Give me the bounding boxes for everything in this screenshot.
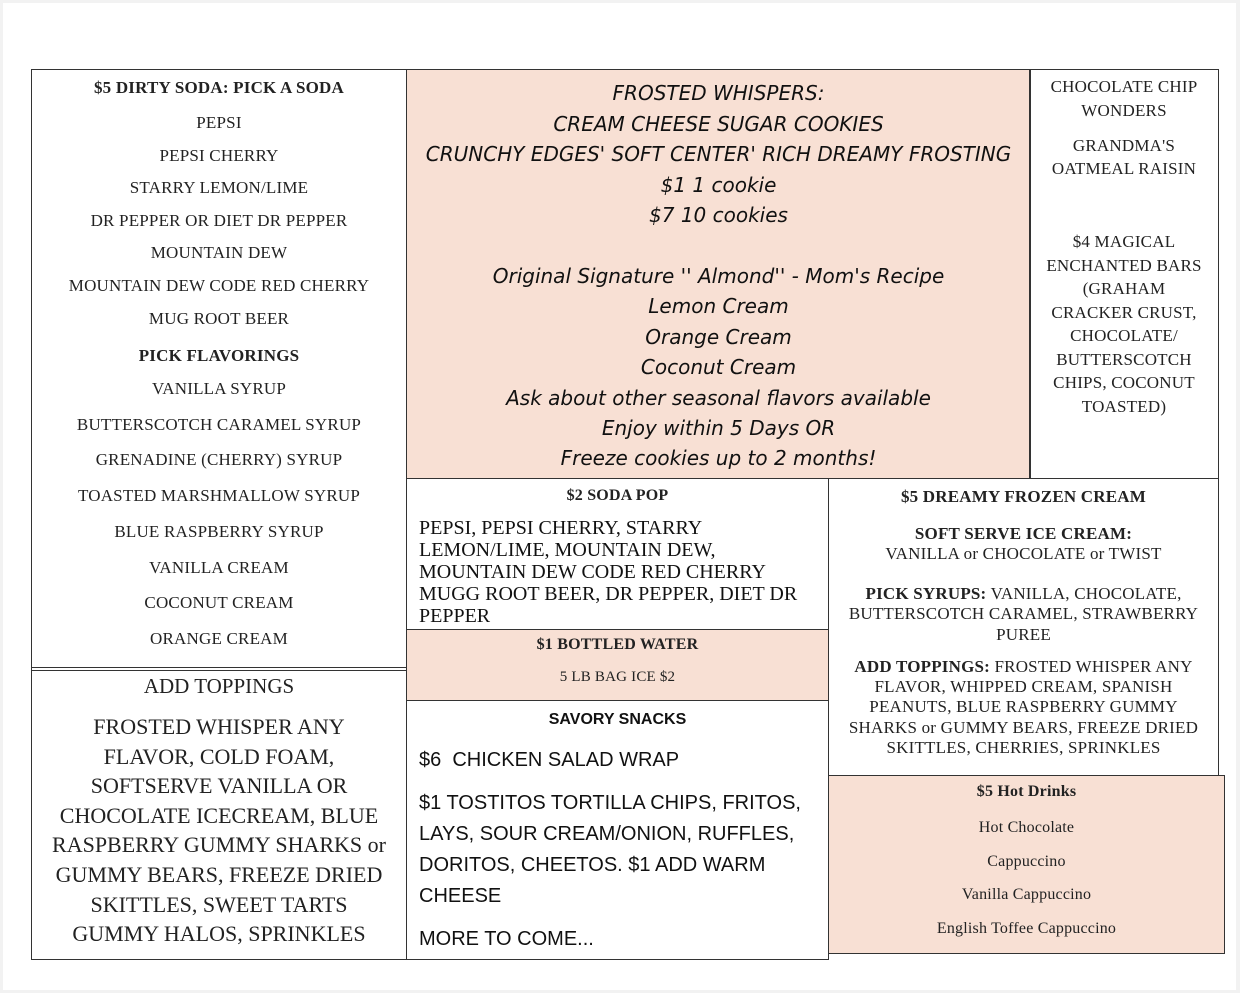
topping-line: FLAVOR, COLD FOAM, [103,743,335,769]
toppings-section [31,667,407,960]
cookie-item: OATMEAL RAISIN [1051,159,1197,178]
soda-item: PEPSI CHERRY [159,145,279,165]
frozen-toppings-line: PEANUTS, BLUE RASPBERRY GUMMY [869,697,1178,717]
flavoring-item: BUTTERSCOTCH CARAMEL SYRUP [76,414,362,434]
frosted-whispers-line: $7 10 cookies [649,203,788,228]
bars-line: CRACKER CRUST, [1051,302,1197,322]
syrups-first: VANILLA, CHOCOLATE, [986,584,1182,603]
cookie-flavor: Orange Cream [645,324,792,349]
frosted-whispers-section [406,69,1031,479]
dirty-soda-title: $5 DIRTY SODA: PICK A SODA [93,78,345,97]
chips-line: LAYS, SOUR CREAM/ONION, RUFFLES, [419,823,795,845]
savory-snacks-section [406,700,829,960]
bars-line: TOASTED) [1081,396,1167,416]
flavoring-item: ORANGE CREAM [150,628,288,648]
savory-title: SAVORY SNACKS [548,711,687,728]
topping-line: GUMMY HALOS, SPRINKLES [72,921,366,947]
hot-drink-item: Vanilla Cappuccino [961,886,1092,904]
topping-line: FROSTED WHISPER ANY [93,714,345,739]
frozen-toppings-label: ADD TOPPINGS: [854,657,991,676]
chips-line: DORITOS, CHEETOS. $1 ADD WARM [419,854,766,876]
frosted-whispers-line: $1 1 cookie [660,172,777,197]
syrups-label: PICK SYRUPS: [865,584,987,603]
frozen-toppings-line: FLAVOR, WHIPPED CREAM, SPANISH [874,677,1173,696]
soda-item: MOUNTAIN DEW [150,243,288,263]
frosted-whispers-line: CRUNCHY EDGES' SOFT CENTER' RICH DREAMY FROSTING [425,142,1012,167]
bars-line: $4 MAGICAL [1072,232,1176,251]
frozen-toppings-first: FROSTED WHISPER ANY [990,657,1193,676]
water-section [406,629,829,701]
water-title: $1 BOTTLED WATER [536,636,699,653]
topping-line: CHOCOLATE ICECREAM, BLUE [59,802,379,828]
soda-pop-line: MOUNTAIN DEW CODE RED CHERRY [419,561,766,583]
frozen-cream-section [828,478,1219,777]
chips-line: CHEESE [419,885,502,907]
hot-drink-item: English Toffee Cappuccino [936,920,1117,938]
topping-line: GUMMY BEARS, FREEZE DRIED [55,862,383,887]
topping-line: SKITTLES, SWEET TARTS [90,891,348,917]
soft-serve-label: SOFT SERVE ICE CREAM: [914,524,1133,543]
hot-drinks-section [828,775,1225,954]
toppings-title: ADD TOPPINGS [143,674,295,698]
cookie-flavor: Enjoy within 5 Days OR [601,416,836,440]
dirty-soda-section [31,69,407,671]
frozen-toppings-line: SHARKS or GUMMY BEARS, FREEZE DRIED [848,717,1199,737]
soda-pop-line: PEPSI, PEPSI CHERRY, STARRY [419,517,703,539]
bars-line: (GRAHAM [1082,279,1166,298]
frosted-whispers-line: CREAM CHEESE SUGAR COOKIES [553,111,884,136]
syrups-line: PUREE [996,624,1051,644]
flavoring-item: BLUE RASPBERRY SYRUP [114,521,324,541]
flavoring-item: VANILLA SYRUP [151,379,287,398]
cookie-item: CHOCOLATE CHIP [1050,77,1198,96]
frozen-toppings-line [829,657,1218,677]
hot-drinks-title: $5 Hot Drinks [976,783,1077,800]
soda-pop-line: MUGG ROOT BEER, DR PEPPER, DIET DR [419,583,798,605]
soda-item: MUG ROOT BEER [148,308,290,328]
soda-pop-line: LEMON/LIME, MOUNTAIN DEW, [419,539,716,561]
cookie-flavor: Lemon Cream [648,294,789,319]
syrups-line [829,584,1218,604]
flavorings-heading: PICK FLAVORINGS [138,346,300,365]
cookie-flavor: Original Signature '' Almond'' - Mom's Recipe [492,264,945,288]
flavoring-item: GRENADINE (CHERRY) SYRUP [95,450,343,470]
frozen-toppings-line: SKITTLES, CHERRIES, SPRINKLES [886,738,1161,758]
syrups-line: BUTTERSCOTCH CARAMEL, STRAWBERRY [848,604,1199,623]
flavoring-item: TOASTED MARSHMALLOW SYRUP [77,486,361,506]
flavoring-item: VANILLA CREAM [149,557,289,577]
soda-item: DR PEPPER OR DIET DR PEPPER [90,210,348,230]
soda-pop-section [406,478,829,630]
soda-item: STARRY LEMON/LIME [129,178,309,198]
cookie-flavor: Coconut Cream [640,355,797,380]
cookie-item: GRANDMA'S [1072,136,1176,155]
frozen-cream-title: $5 DREAMY FROZEN CREAM [900,487,1147,506]
chicken-wrap: $6 CHICKEN SALAD WRAP [419,749,680,771]
flavoring-item: COCONUT CREAM [144,593,294,613]
soda-pop-title: $2 SODA POP [566,487,669,504]
soft-serve-options: VANILLA or CHOCOLATE or TWIST [885,544,1162,563]
chips-line: $1 TOSTITOS TORTILLA CHIPS, FRITOS, [419,792,801,814]
hot-drink-item: Hot Chocolate [978,819,1075,836]
bars-line: ENCHANTED BARS [1046,255,1202,275]
soda-item: MOUNTAIN DEW CODE RED CHERRY [68,276,370,295]
bars-line: BUTTERSCOTCH [1056,349,1192,369]
hot-drink-item: Cappuccino [987,852,1066,870]
soda-item: PEPSI [196,113,242,132]
frosted-whispers-line: FROSTED WHISPERS: [612,81,825,105]
cookie-flavor: Ask about other seasonal flavors available [506,385,931,410]
bars-line: CHIPS, COCONUT [1053,373,1195,392]
ice-price: 5 LB BAG ICE $2 [559,669,676,685]
topping-line: RASPBERRY GUMMY SHARKS or [52,832,386,858]
bars-line: CHOCOLATE/ [1070,326,1178,345]
topping-line: SOFTSERVE VANILLA OR [90,773,348,799]
menu-page [3,3,1236,990]
more-to-come: MORE TO COME... [419,928,594,950]
soda-pop-line: PEPPER [419,605,491,627]
cookie-flavor: Freeze cookies up to 2 months! [560,446,877,471]
cookies-section [1029,69,1219,479]
cookie-item: WONDERS [1081,101,1167,120]
